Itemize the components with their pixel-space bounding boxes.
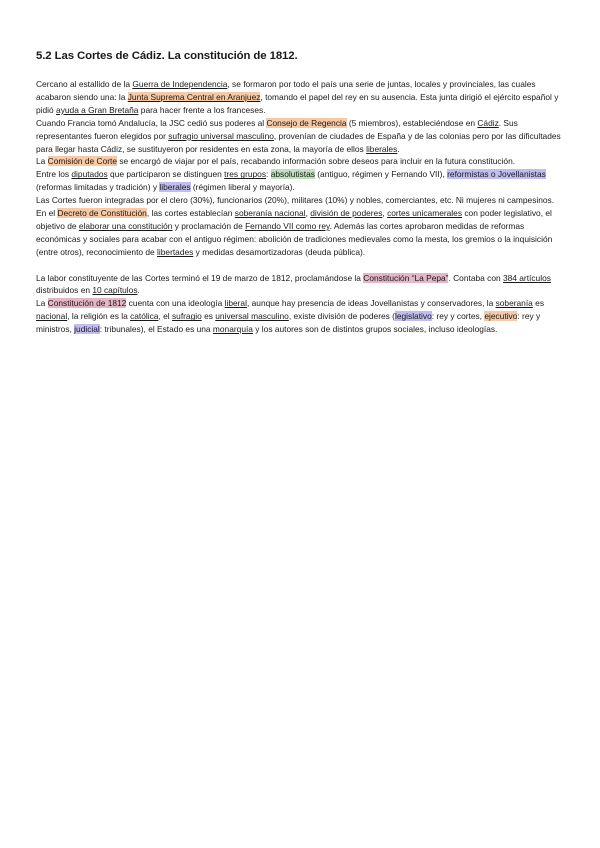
underlined-term: Fernando VII como rey [245,220,330,231]
text-run: La labor constituyente de las Cortes terminó el 19 de marzo de 1812, proclamándose la [36,272,364,283]
text-run: , [382,208,388,219]
underlined-term: diputados [71,169,108,180]
highlighted-term: Decreto de Constitución [57,208,147,219]
text-run: Cuando Francia tomó Andalucía, la JSC cedió sus poderes al [36,117,267,128]
text-run: distribuidos en [36,285,93,296]
text-run: . Además las cortes aprobaron medidas de reformas económicas y sociales para acabar con el antiguo régimen: abolición de tradiciones medievales como la mesta, los gremios o la inquisición (entre otros), reconocimiento de [36,220,553,257]
text-run: , existe división de poderes ( [288,311,395,322]
text-run: . Contaba con [448,272,503,283]
underlined-term: liberales [366,143,398,154]
body-paragraph [36,194,564,207]
body-paragraph [36,272,564,298]
underlined-term: católica [130,311,159,322]
text-run: , la religión es la [67,311,131,322]
text-run: La [36,298,48,309]
underlined-term: 10 capítulos [92,285,138,296]
text-run: es [532,298,545,309]
highlighted-term: reformistas o Jovellanistas [447,169,546,180]
text-run: y medidas desamortizadoras (deuda pública). [193,246,366,257]
underlined-term: Guerra de Independencia [132,79,228,89]
underlined-term: universal masculino [215,311,289,322]
text-run: (reformas limitadas y tradición) y [36,182,160,193]
text-run: y los autores son de distintos grupos sociales, incluso ideologías. [252,324,498,335]
highlighted-term: Comisión de Corte [47,156,118,167]
text-run: se encargó de viajar por el país, recabando información sobre deseos para incluir en la futura constitución. [117,156,516,167]
text-run: que participaron se distinguen [107,169,225,180]
highlighted-term: Junta Suprema Central en Aranjuez [127,91,261,102]
underlined-term: monarquía [212,324,253,335]
body-paragraph [36,117,564,156]
highlighted-term: legislativo [394,311,432,322]
underlined-term: cortes unicamerales [387,208,463,219]
text-run: , provenían de ciudades de España y de las colonias pero por las dificultades para llegar hasta Cádiz, se sustituyeron por residentes en esta zona, la mayoría de ellos [36,130,561,154]
text-run: . Sus representantes fueron elegidos por [36,117,518,141]
underlined-term: Cádiz [477,117,499,128]
text-run: para hacer frente a los franceses. [138,104,266,115]
text-run: (5 miembros), estableciéndose en [346,117,478,128]
text-run: es [201,311,216,322]
underlined-term: tres grupos [224,169,267,180]
text-run: , el [158,311,172,322]
text-run: . [397,143,400,154]
section-spacer [36,259,564,272]
text-run: con poder legislativo, el objetivo de [36,208,552,231]
underlined-term: soberanía [495,298,533,309]
body-paragraph [36,207,564,259]
text-run: . [137,285,140,296]
text-run: Entre los [36,169,72,180]
text-run: La [36,156,48,167]
text-run: (régimen liberal y mayoría). [190,182,295,193]
underlined-term: sufragio [171,311,202,322]
text-run: , las cortes establecían [146,208,235,219]
highlighted-term: Constitución de 1812 [47,298,127,309]
document-title: 5.2 Las Cortes de Cádiz. La constitución de 1812. [36,50,298,62]
underlined-term: nacional [36,311,68,322]
underlined-term: división de poderes [310,208,383,219]
text-run: En el [36,208,58,219]
document-body [36,78,564,336]
text-run: cuenta con una ideología [126,298,225,309]
text-run: : tribunales), el Estado es una [99,324,213,335]
highlighted-term: Consejo de Regencia [266,117,347,128]
highlighted-term: judicial [74,324,100,335]
highlighted-term: Constitución “La Pepa” [363,272,449,283]
body-paragraph [36,168,564,194]
text-run: (antiguo, régimen y Fernando VII), [314,169,448,180]
text-run: , tomando el papel del rey en su ausencia. Esta junta dirigió el ejército español y pidió [36,91,559,115]
underlined-term: sufragio universal masculino [168,130,274,141]
text-run: y proclamación de [172,220,246,231]
body-paragraph [36,297,564,336]
highlighted-term: absolutistas [270,169,315,180]
text-run: , [305,208,311,219]
text-run: : rey y ministros, [36,311,541,335]
underlined-term: soberanía nacional [234,208,306,219]
underlined-term: libertades [157,246,194,257]
underlined-term: elaborar una constitución [78,220,173,231]
text-run: , se formaron por todo el país una serie de juntas, locales y provinciales, las cuales acabaron siendo una: la [36,79,536,102]
underlined-term: ayuda a Gran Bretaña [56,104,139,115]
text-run: : rey y cortes, [431,311,485,322]
text-run: Las Cortes fueron integradas por el clero (30%), funcionarios (20%), militares (10%) y nobles, comerciantes, etc. Ni mujeres ni campesinos. [36,195,555,206]
underlined-term: liberal [224,298,247,309]
text-run: , aunque hay presencia de ideas Jovellanistas y conservadores, la [246,298,496,309]
highlighted-term: ejecutivo [484,311,518,322]
body-paragraph [36,155,564,168]
text-run: : [266,169,271,180]
highlighted-term: liberales [159,182,191,193]
text-run: Cercano al estallido de la [36,79,133,89]
underlined-term: 384 artículos [502,272,551,283]
body-paragraph [36,78,564,117]
